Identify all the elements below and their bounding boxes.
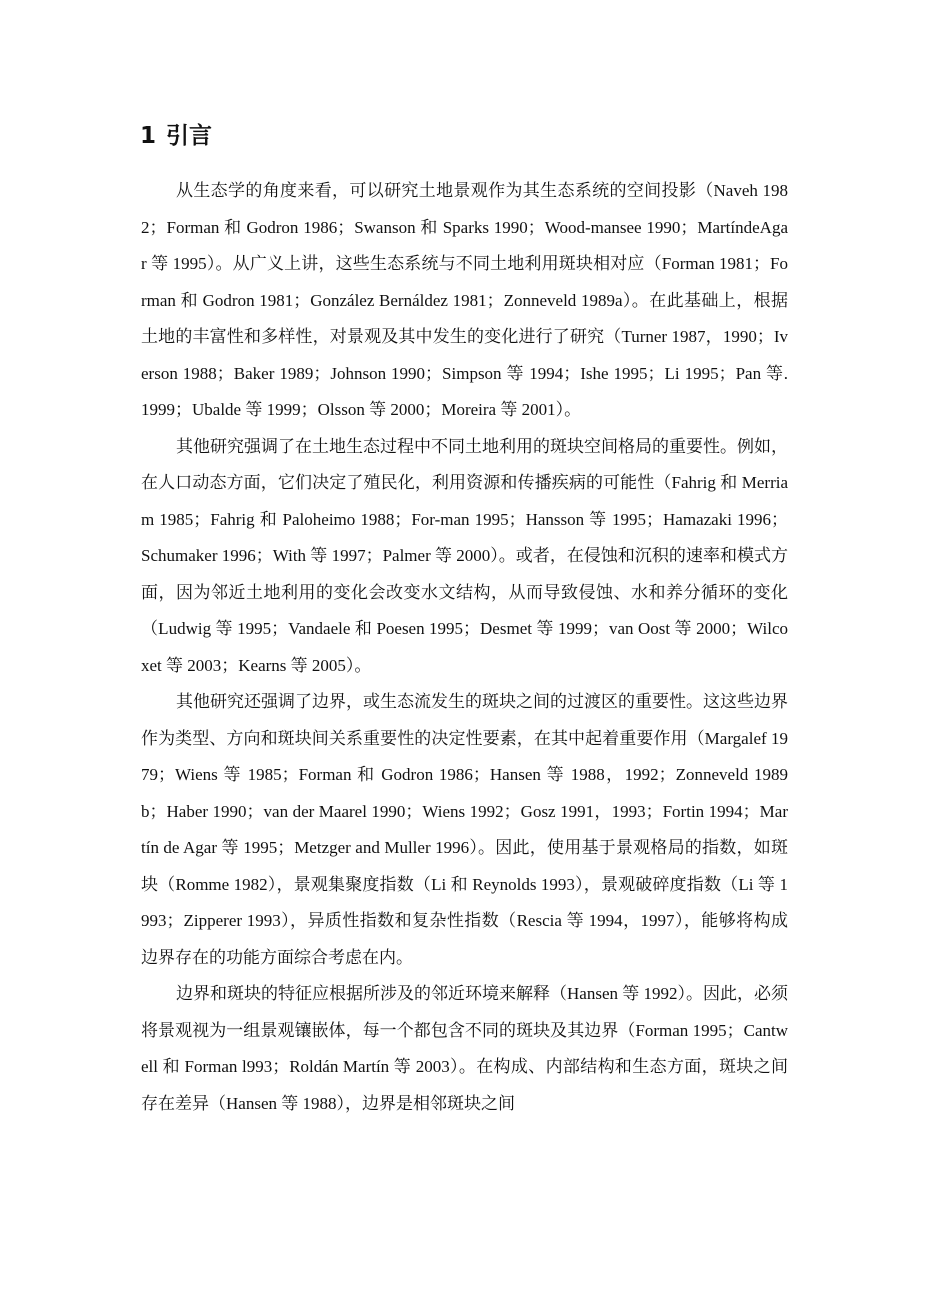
- section-number: 1: [140, 123, 157, 149]
- section-heading: [140, 118, 212, 154]
- section-title: 引言: [166, 123, 213, 149]
- paragraph: 其他研究还强调了边界，或生态流发生的斑块之间的过渡区的重要性。这这些边界作为类型、方向和斑块间关系重要性的决定性要素，在其中起着重要作用（Margalef 1979；Wiens 等 1985；Forman 和 Godron 1986；Hansen 等 1988，1992；Zonneveld 1989b；Haber 1990；van der Maarel 1990；Wiens 1992；Gosz 1991，1993；Fortin 1994；Martín de Agar 等 1995；Metzger and Muller 1996）。因此，使用基于景观格局的指数，如斑块（Romme 1982），景观集聚度指数（Li 和 Reynolds 1993），景观破碎度指数（Li 等 1993；Zipperer 1993），异质性指数和复杂性指数（Rescia 等 1994，1997），能够将构成边界存在的功能方面综合考虑在内。: [141, 692, 788, 967]
- paragraph: 其他研究强调了在土地生态过程中不同土地利用的斑块空间格局的重要性。例如，在人口动态方面，它们决定了殖民化，利用资源和传播疾病的可能性（Fahrig 和 Merriam 1985；Fahrig 和 Paloheimo 1988；For-man 1995；Hansson 等 1995；Hamazaki 1996；Schumaker 1996；With 等 1997；Palmer 等 2000）。或者，在侵蚀和沉积的速率和模式方面，因为邻近土地利用的变化会改变水文结构，从而导致侵蚀、水和养分循环的变化（Ludwig 等 1995；Vandaele 和 Poesen 1995；Desmet 等 1999；van Oost 等 2000；Wilcoxet 等 2003；Kearns 等 2005）。: [141, 436, 788, 675]
- body-text: [141, 173, 788, 1122]
- paragraph: 边界和斑块的特征应根据所涉及的邻近环境来解释（Hansen 等 1992）。因此，必须将景观视为一组景观镶嵌体，每一个都包含不同的斑块及其边界（Forman 1995；Cantwell 和 Forman l993；Roldán Martín 等 2003）。在构成、内部结构和生态方面，斑块之间存在差异（Hansen 等 1988），边界是相邻斑块之间: [141, 984, 788, 1113]
- paragraph: 从生态学的角度来看，可以研究土地景观作为其生态系统的空间投影（Naveh 1982；Forman 和 Godron 1986；Swanson 和 Sparks 1990；Wood-mansee 1990；MartíndeAgar 等 1995）。从广义上讲，这些生态系统与不同土地利用斑块相对应（Forman 1981；Forman 和 Godron 1981；González Bernáldez 1981；Zonneveld 1989a）。在此基础上，根据土地的丰富性和多样性，对景观及其中发生的变化进行了研究（Turner 1987，1990；Iverson 1988；Baker 1989；Johnson 1990；Simpson 等 1994；Ishe 1995；Li 1995；Pan 等.1999；Ubalde 等 1999；Olsson 等 2000；Moreira 等 2001）。: [141, 181, 788, 419]
